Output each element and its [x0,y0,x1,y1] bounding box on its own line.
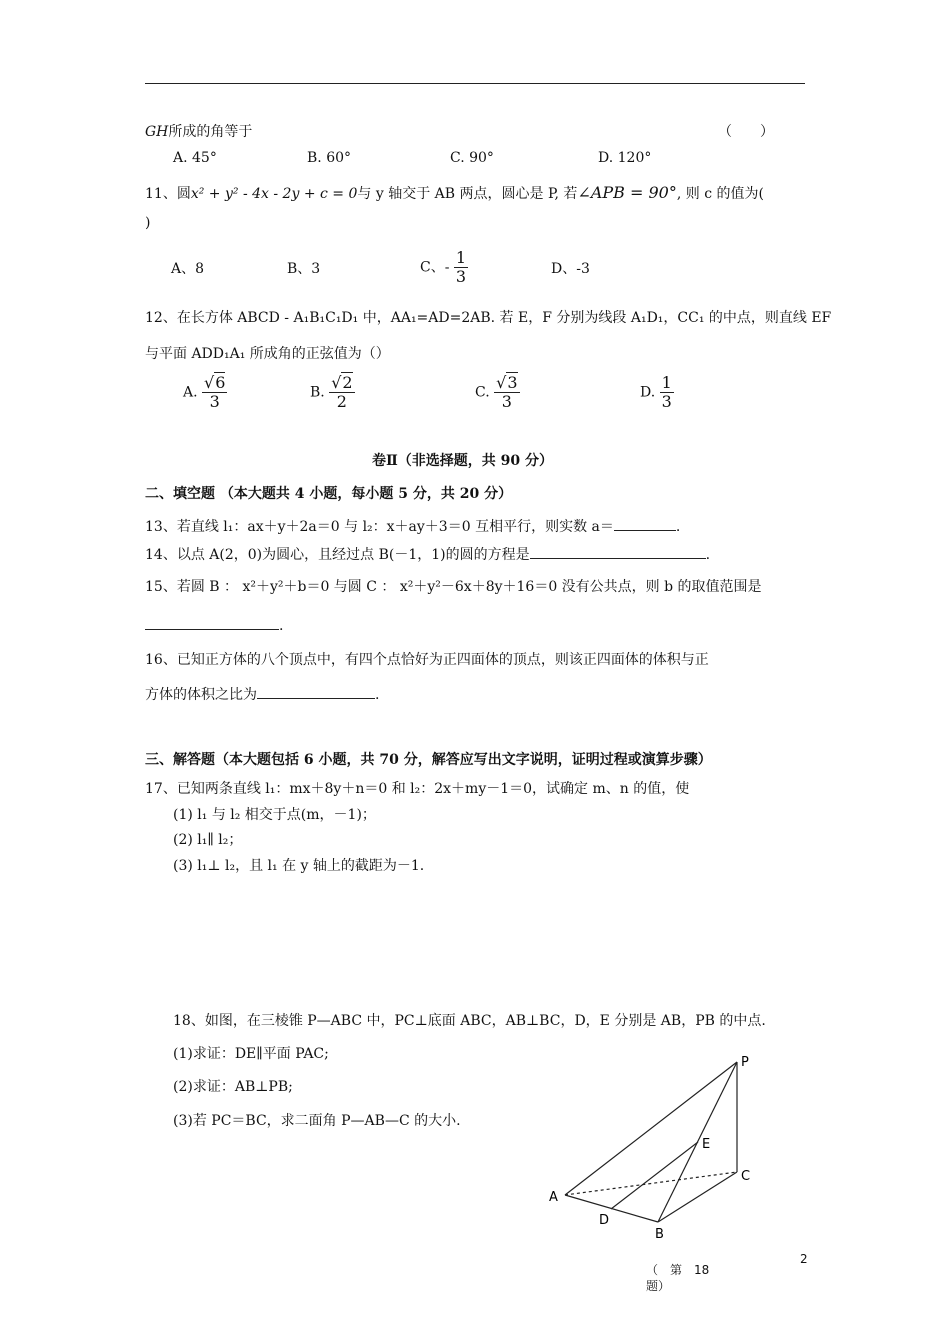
q11-option-a: A、8 [171,261,205,277]
q11-angle: ∠APB = 90° [577,183,677,202]
q16-line1: 16、已知正方体的八个顶点中，有四个点恰好为正四面体的顶点，则该正四面体的体积与正 [145,652,709,668]
q12-stem-line1: 12、在长方体 ABCD - A₁B₁C₁D₁ 中，AA₁=AD=2AB. 若 E，F 分别为线段 A₁D₁，CC₁ 的中点，则直线 EF [145,310,832,326]
q10-option-d: D. 120° [598,150,652,166]
q11-option-c-fraction: $\frac{1}{3}$ [455,248,467,286]
page-number: 2 [800,1252,808,1266]
q18-part1: (1)求证：DE∥平面 PAC; [173,1046,329,1062]
q17-part3: (3) l₁⊥ l₂，且 l₁ 在 y 轴上的截距为－1. [173,858,425,874]
label-D: D [599,1213,610,1228]
label-A: A [549,1190,558,1205]
q10-option-b: B. 60° [307,150,352,166]
q17-part2: (2) l₁∥ l₂； [173,832,243,848]
q16-line2: 方体的体积之比为 . [145,684,379,705]
q10-answer-paren: （ ） [718,124,774,140]
edge-AP [565,1062,737,1195]
q11-option-b: B、3 [287,261,321,277]
label-C: C [741,1169,751,1184]
q17-stem: 17、已知两条直线 l₁：mx＋8y＋n＝0 和 l₂：2x＋my－1＝0，试确定 m、n 的值，使 [145,781,690,797]
label-B: B [655,1227,664,1242]
q12-option-b: B. $\frac{√2}{2}$ [310,373,353,411]
section-2-title: 卷Ⅱ（非选择题，共 90 分） [372,453,554,469]
q11-equation: x² + y² - 4x - 2y + c = 0 [190,186,358,202]
q11-option-d: D、-3 [551,261,590,277]
q12-option-d: D. $\frac{1}{3}$ [640,373,672,411]
solve-header: 三、解答题（本大题包括 6 小题，共 70 分，解答应写出文字说明，证明过程或演算步骤） [145,752,712,768]
q17-part1: (1) l₁ 与 l₂ 相交于点(m，－1)； [173,807,376,823]
q11-option-c: C、- $\frac{1}{3}$ [420,248,467,286]
q14: 14、以点 A(2，0)为圆心，且经过点 B(－1，1)的圆的方程是 . [145,544,710,565]
q15: 15、若圆 B ： x²＋y²＋b＝0 与圆 C ： x²＋y²－6x＋8y＋16＝0 没有公共点，则 b 的取值范围是 [145,579,762,595]
q18-part2: (2)求证：AB⊥PB; [173,1079,293,1095]
segment-DE [611,1142,698,1209]
fill-in-header: 二、填空题 （本大题共 4 小题，每小题 5 分，共 20 分） [145,486,513,502]
q11-stem-close: ) [145,215,151,231]
q12-option-a: A. $\frac{√6}{3}$ [183,373,226,411]
q10-tail: GH所成的角等于 [145,124,253,140]
figure-caption: （ 第 18 题） [646,1263,710,1293]
q11-stem: 11、圆x² + y² - 4x - 2y + c = 0与 y 轴交于 AB 两点，圆心是 P, 若∠APB = 90°, 则 c 的值为( [145,183,764,202]
q12-stem-line2: 与平面 ADD₁A₁ 所成角的正弦值为（） [145,346,390,362]
q13: 13、若直线 l₁：ax＋y＋2a＝0 与 l₂：x＋ay＋3＝0 互相平行，则实数 a＝ . [145,516,680,537]
q18-part3: (3)若 PC＝BC，求二面角 P—AB—C 的大小. [173,1113,461,1129]
label-E: E [702,1137,711,1152]
q12-option-c: C. $\frac{√3}{3}$ [475,373,518,411]
label-P: P [741,1055,749,1070]
q10-option-a: A. 45° [173,150,217,166]
q15-answer-line: . [145,615,283,636]
q18-stem: 18、如图，在三棱锥 P—ABC 中，PC⊥底面 ABC，AB⊥BC，D，E 分别是 AB，PB 的中点. [173,1013,766,1029]
q10-option-c: C. 90° [450,150,494,166]
